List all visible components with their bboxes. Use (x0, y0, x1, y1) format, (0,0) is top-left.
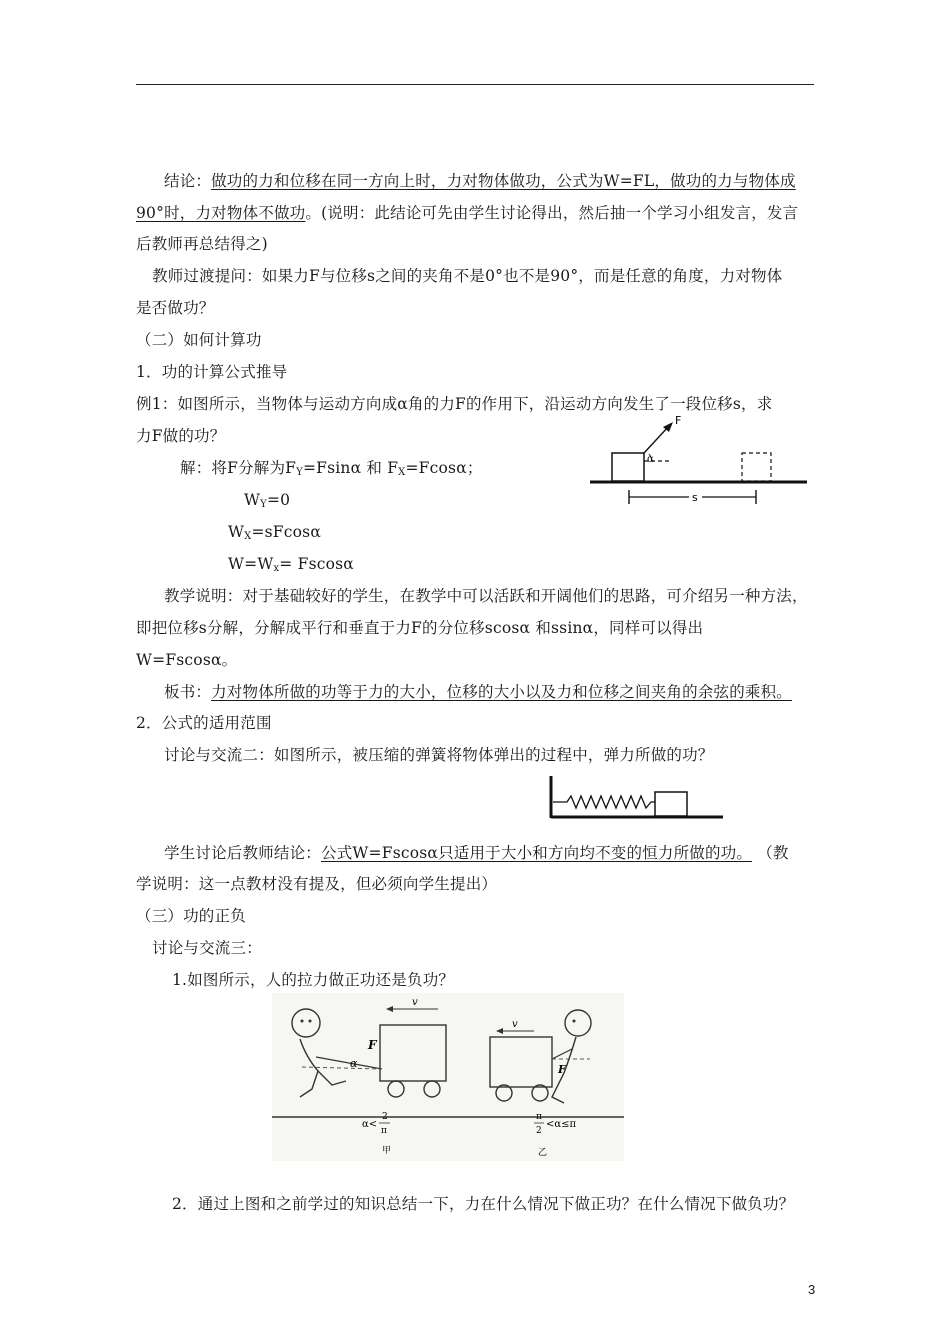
w-label: W=W (228, 555, 274, 573)
fx-expr: =Fcosα； (405, 459, 483, 477)
example-1-line-1: 例1：如图所示，当物体与运动方向成α角的力F的作用下，沿运动方向发生了一段位移s，求 (136, 395, 773, 413)
question-2: 2．通过上图和之前学过的知识总结一下，力在什么情况下做正功？在什么情况下做负功？ (172, 1195, 795, 1213)
fx-label: F (387, 459, 399, 477)
wx-expr: =sFcosα (251, 523, 321, 541)
teacher-conclusion-note-2: 学说明：这一点教材没有提及，但必须向学生提出） (136, 875, 498, 893)
teaching-note-line-1: 教学说明：对于基础较好的学生，在教学中可以活跃和开阔他们的思路，可介绍另一种方法， (164, 587, 808, 605)
teacher-conclusion-note-1: （教 (752, 844, 789, 862)
w-expr: = Fscosα (279, 555, 354, 573)
left-frac-den: π (381, 1126, 387, 1136)
section-3-title: （三）功的正负 (136, 907, 246, 925)
wx-sub: X (244, 531, 252, 542)
solution-intro: 解：将F分解为 (180, 459, 286, 477)
wx-label: W (228, 523, 245, 541)
solution-line (180, 458, 483, 483)
conclusion-line-2 (136, 203, 798, 223)
fy-expr: =Fsinα 和 (302, 459, 388, 477)
teaching-note-line-3: W=Fscosα。 (136, 651, 238, 669)
force-label: F (675, 414, 682, 427)
fy-sub: Y (296, 467, 303, 478)
conclusion-underlined-1: 做功的力和位移在同一方向上时，力对物体做功，公式为W=FL，做功的力与物体成 (211, 172, 796, 190)
block-end (742, 453, 771, 481)
question-1: 1.如图所示，人的拉力做正功还是负功？ (172, 971, 455, 989)
angle-label: α (647, 454, 654, 465)
conclusion-label: 结论： (164, 172, 212, 190)
section-2-title: （二）如何计算功 (136, 331, 262, 349)
wy-sub: Y (260, 499, 267, 510)
left-frac-num: 2 (382, 1112, 388, 1122)
teacher-conclusion-prefix: 学生讨论后教师结论： (164, 844, 322, 862)
spring-block (655, 792, 687, 816)
discussion-3: 讨论与交流三： (152, 939, 262, 957)
wx-line (228, 522, 321, 547)
transition-line-1: 教师过渡提问：如果力F与位移s之间的夹角不是0°也不是90°，而是任意的角度，力对物体 (152, 267, 783, 285)
fy-label: F (285, 459, 297, 477)
pulling-cart-figure (272, 993, 624, 1161)
force-diagram-figure (585, 410, 815, 510)
page-number: 3 (808, 1282, 816, 1297)
left-caption: 甲 (382, 1146, 392, 1156)
wy-label: W (244, 491, 261, 509)
wy-line (244, 490, 290, 515)
person-right-eye (573, 1020, 576, 1023)
discussion-2: 讨论与交流二：如图所示，被压缩的弹簧将物体弹出的过程中，弹力所做的功？ (164, 746, 714, 764)
w-sub: x (273, 563, 280, 574)
spring (553, 796, 655, 808)
left-condition: α< (362, 1119, 378, 1130)
header-rule (136, 84, 814, 85)
teacher-conclusion-underlined: 公式W=Fscosα只适用于大小和方向均不变的恒力所做的功。 (321, 844, 753, 862)
force-arrow (644, 426, 669, 453)
teaching-note-line-2: 即把位移s分解，分解成平行和垂直于力F的分位移scosα 和ssinα，同样可以得出 (136, 619, 704, 637)
example-1-line-2: 力F做的功？ (136, 427, 226, 445)
board-line (164, 682, 792, 702)
conclusion-line-1 (164, 171, 796, 191)
board-label: 板书： (164, 683, 212, 701)
conclusion-note-1: 。(说明：此结论可先由学生讨论得出，然后抽一个学习小组发言，发言 (305, 204, 799, 222)
person-left-eye (301, 1020, 304, 1023)
teacher-conclusion-line-1 (164, 843, 789, 863)
subsection-2-title: 2．公式的适用范围 (136, 714, 272, 732)
force-label-right: F (558, 1063, 566, 1076)
right-frac-num: π (536, 1112, 542, 1122)
fx-sub: X (398, 467, 406, 478)
block-start (612, 453, 644, 481)
w-line (228, 554, 354, 579)
person-left-eye-2 (309, 1020, 312, 1023)
conclusion-underlined-2: 90°时，力对物体不做功 (136, 204, 306, 222)
right-frac-den: 2 (536, 1126, 542, 1136)
right-caption: 乙 (538, 1148, 548, 1158)
displacement-label: s (692, 491, 698, 504)
subsection-1-title: 1．功的计算公式推导 (136, 363, 288, 381)
velocity-label-left: v (412, 997, 418, 1008)
force-label-left: F (368, 1038, 377, 1052)
conclusion-note-2: 后教师再总结得之) (136, 235, 268, 253)
alpha-label-left: α (350, 1057, 358, 1070)
board-text: 力对物体所做的功等于力的大小，位移的大小以及力和位移之间夹角的余弦的乘积。 (211, 683, 793, 701)
right-condition: <α≤π (546, 1119, 577, 1130)
wy-expr: =0 (266, 491, 291, 509)
transition-line-2: 是否做功？ (136, 299, 215, 317)
velocity-label-right: v (512, 1019, 518, 1030)
spring-diagram-figure (545, 772, 725, 822)
